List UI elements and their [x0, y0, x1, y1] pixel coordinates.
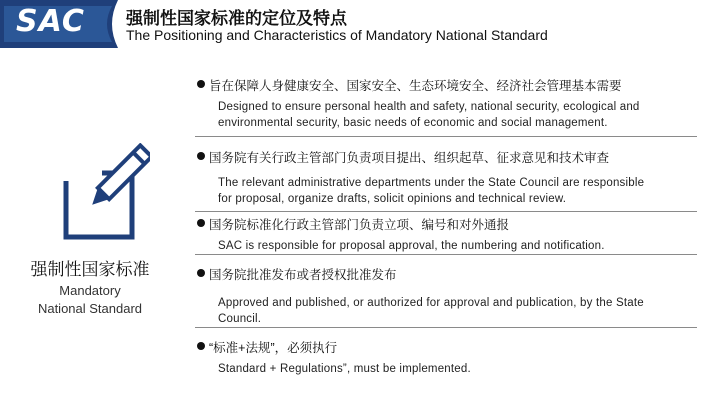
bullet-item [195, 215, 700, 254]
bullet-item [195, 76, 700, 131]
left-title-en [20, 282, 160, 318]
bullet-en-text: The relevant administrative departments under the State Council are responsible [218, 177, 645, 189]
bullet-en-text: Standard + Regulations”, must be implemented. [218, 363, 471, 375]
bullet-zh-text: 国务院有关行政主管部门负责项目提出、组织起草、征求意见和技术审查 [209, 151, 610, 165]
bullet-en-text: Council. [218, 313, 262, 325]
bullet-en-text: SAC is responsible for proposal approval, the numbering and notification. [218, 240, 605, 252]
left-title-zh: 强制性国家标准 [30, 260, 150, 279]
bullet-zh-text: 国务院批准发布或者授权批准发布 [209, 268, 397, 282]
bullet-en-text: for proposal, organize drafts, solicit opinions and technical review. [218, 193, 567, 205]
bullet-dot-icon [197, 80, 205, 88]
bullet-dot-icon [197, 219, 205, 227]
bullet-item [195, 148, 700, 207]
bullet-en-text: Approved and published, or authorized for approval and publication, by the State [218, 297, 644, 309]
bullet-en-text: environmental security, basic needs of economic and social management. [218, 117, 608, 129]
bullet-item [195, 265, 700, 327]
logo-text: SAC [16, 4, 85, 39]
bullet-dot-icon [197, 269, 205, 277]
page-subtitle: The Positioning and Characteristics of Mandatory National Standard [126, 27, 548, 43]
page-title: 强制性国家标准的定位及特点 [126, 9, 347, 28]
bullet-zh-text: “标准+法规”，必须执行 [209, 341, 338, 355]
bullet-dot-icon [197, 342, 205, 350]
divider [195, 327, 697, 328]
bullet-zh-text: 旨在保障人身健康安全、国家安全、生态环境安全、经济社会管理基本需要 [209, 79, 622, 93]
left-title-en-line1: Mandatory [59, 283, 121, 298]
pencil-edit-icon [60, 143, 150, 243]
header [0, 0, 720, 48]
divider [195, 254, 697, 255]
bullet-dot-icon [197, 152, 205, 160]
divider [195, 211, 697, 212]
bullet-item [195, 338, 700, 377]
bullet-zh-text: 国务院标准化行政主管部门负责立项、编号和对外通报 [209, 218, 510, 232]
bullet-en-text: Designed to ensure personal health and safety, national security, ecological and [218, 101, 640, 113]
left-title-en-line2: National Standard [37, 301, 143, 316]
divider [195, 136, 697, 137]
